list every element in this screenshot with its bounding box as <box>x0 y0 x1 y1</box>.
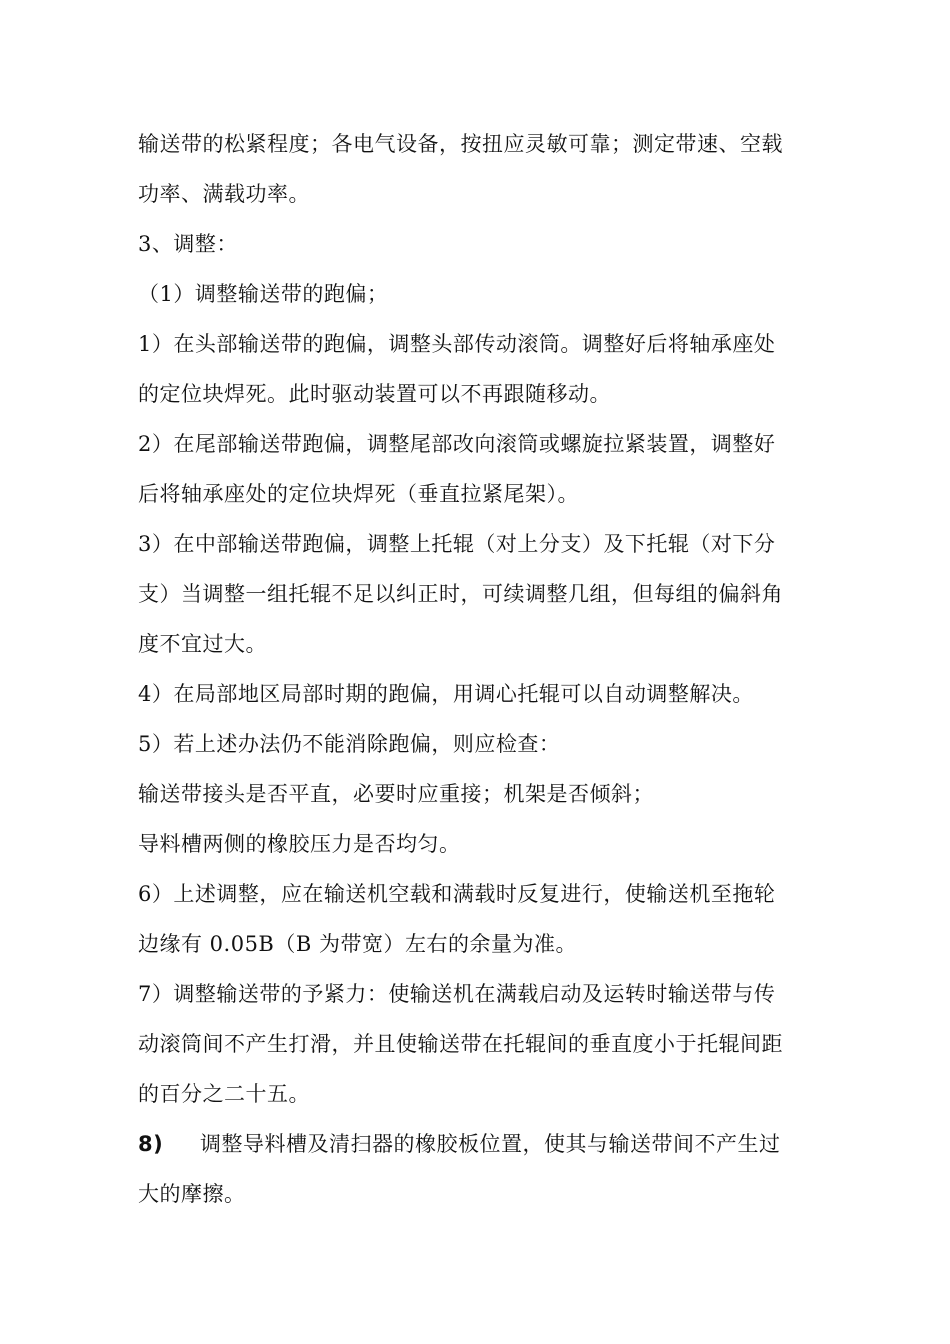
text-line: 支）当调整一组托辊不足以纠正时，可续调整几组，但每组的偏斜角 <box>138 582 783 606</box>
text-line: 6）上述调整，应在输送机空载和满载时反复进行，使输送机至拖轮 <box>138 882 776 906</box>
text-line: 度不宜过大。 <box>138 632 267 656</box>
text-line: 导料槽两侧的橡胶压力是否均匀。 <box>138 832 461 856</box>
item-8-text: 调整导料槽及清扫器的橡胶板位置，使其与输送带间不产生过 <box>200 1132 781 1156</box>
text-line: 大的摩擦。 <box>138 1182 246 1206</box>
item-8-line <box>138 1130 781 1158</box>
subsection-heading: （1）调整输送带的跑偏； <box>138 282 389 306</box>
text-line: 动滚筒间不产生打滑，并且使输送带在托辊间的垂直度小于托辊间距 <box>138 1032 783 1056</box>
text-line: 功率、满载功率。 <box>138 182 310 206</box>
text-line: 3）在中部输送带跑偏，调整上托辊（对上分支）及下托辊（对下分 <box>138 532 776 556</box>
text-line: 边缘有 0.05B（B 为带宽）左右的余量为准。 <box>138 932 577 956</box>
text-line: 2）在尾部输送带跑偏，调整尾部改向滚筒或螺旋拉紧装置，调整好 <box>138 432 776 456</box>
text-line: 7）调整输送带的予紧力：使输送机在满载启动及运转时输送带与传 <box>138 982 776 1006</box>
text-line: 的定位块焊死。此时驱动装置可以不再跟随移动。 <box>138 382 611 406</box>
text-line: 1）在头部输送带的跑偏，调整头部传动滚筒。调整好后将轴承座处 <box>138 332 776 356</box>
item-8-label: 8) <box>138 1132 164 1156</box>
section-heading: 3、调整： <box>138 232 238 256</box>
text-line: 输送带的松紧程度；各电气设备，按扭应灵敏可靠；测定带速、空载 <box>138 132 783 156</box>
text-line: 输送带接头是否平直，必要时应重接；机架是否倾斜； <box>138 782 654 806</box>
text-line: 4）在局部地区局部时期的跑偏，用调心托辊可以自动调整解决。 <box>138 682 754 706</box>
text-line: 的百分之二十五。 <box>138 1082 310 1106</box>
text-line: 后将轴承座处的定位块焊死（垂直拉紧尾架）。 <box>138 482 579 506</box>
text-line: 5）若上述办法仍不能消除跑偏，则应检查： <box>138 732 561 756</box>
